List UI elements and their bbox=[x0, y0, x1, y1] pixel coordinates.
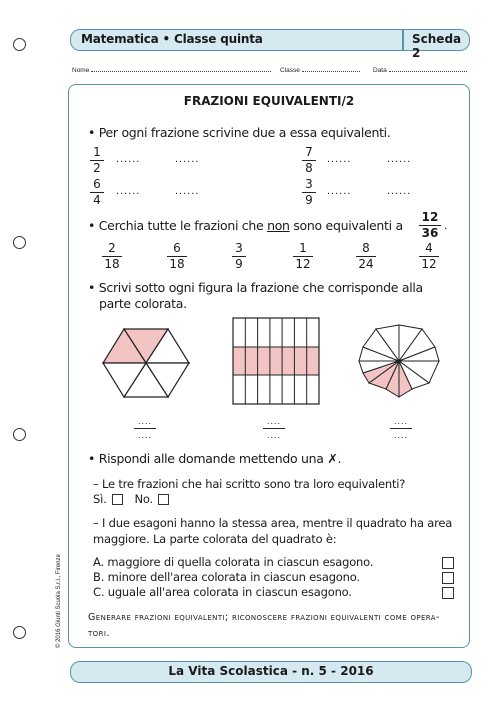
class-field[interactable] bbox=[280, 66, 360, 74]
copyright-credit: © 2016 Giunti Scuola S.r.l., Firenze bbox=[56, 554, 62, 648]
option-a-checkbox[interactable] bbox=[442, 557, 454, 569]
exercise-3-instruction-cont: parte colorata. bbox=[99, 296, 187, 311]
square-figure bbox=[232, 317, 320, 405]
no-checkbox[interactable] bbox=[158, 494, 169, 505]
date-field[interactable] bbox=[373, 66, 467, 74]
header-divider bbox=[402, 30, 404, 50]
header-bar bbox=[70, 29, 470, 60]
fraction-option[interactable]: 8 24 bbox=[356, 242, 376, 271]
yes-no-row bbox=[93, 492, 169, 506]
answer-blank[interactable]: ...... bbox=[175, 185, 200, 197]
option-b: B. minore dell'area colorata in ciascun esagono. bbox=[93, 570, 360, 584]
date-label: Data bbox=[373, 67, 387, 74]
binder-hole bbox=[13, 428, 26, 441]
fraction-option[interactable]: 1 12 bbox=[293, 242, 313, 271]
header-title: Matematica • Classe quinta bbox=[81, 32, 263, 46]
answer-blank[interactable]: ...... bbox=[387, 185, 412, 197]
binder-hole bbox=[13, 38, 26, 51]
answer-blank[interactable]: ...... bbox=[327, 153, 352, 165]
answer-blank[interactable]: ...... bbox=[116, 185, 141, 197]
no-label: No. bbox=[134, 492, 153, 506]
option-c: C. uguale all'area colorata in ciascun esagono. bbox=[93, 585, 352, 599]
fraction: 6 4 bbox=[90, 178, 104, 207]
fraction: 7 8 bbox=[302, 146, 316, 175]
option-c-checkbox[interactable] bbox=[442, 587, 454, 599]
fraction: 3 9 bbox=[302, 178, 316, 207]
question-2-line2: maggiore. La parte colorata del quadrato è: bbox=[93, 532, 337, 546]
learning-objective: Generare frazioni equivalenti; riconoscere frazioni equivalenti come opera- tori. bbox=[88, 612, 440, 639]
name-label: Nome bbox=[72, 67, 90, 74]
footer-bar bbox=[70, 661, 472, 683]
answer-blank[interactable]: ...... bbox=[387, 153, 412, 165]
question-2-line1: – I due esagoni hanno la stessa area, mentre il quadrato ha area bbox=[93, 516, 453, 530]
option-b-checkbox[interactable] bbox=[442, 572, 454, 584]
fraction-option[interactable]: 2 18 bbox=[102, 242, 122, 271]
figure-answer-left[interactable]: .... .... bbox=[130, 416, 160, 441]
hexagon-figure-right bbox=[354, 321, 444, 401]
binder-hole bbox=[13, 236, 26, 249]
target-fraction: 12 36 bbox=[419, 211, 441, 240]
exercise-4-instruction: • Rispondi alle domande mettendo una ✗. bbox=[88, 451, 342, 466]
name-field[interactable] bbox=[72, 66, 271, 74]
exercise-3-instruction: • Scrivi sotto ogni figura la frazione che corrisponde alla bbox=[88, 280, 423, 295]
page-title: FRAZIONI EQUIVALENTI/2 bbox=[183, 94, 355, 108]
yes-label: Sì. bbox=[93, 492, 107, 506]
class-label: Classe bbox=[280, 67, 300, 74]
exercise-card bbox=[68, 84, 470, 648]
sentence-period: . bbox=[444, 218, 448, 232]
question-1: – Le tre frazioni che hai scritto sono tra loro equivalenti? bbox=[93, 477, 406, 491]
hexagon-figure-left bbox=[101, 325, 191, 401]
fraction-option[interactable]: 3 9 bbox=[232, 242, 246, 271]
fraction-option[interactable]: 6 18 bbox=[167, 242, 187, 271]
fraction: 1 2 bbox=[90, 146, 104, 175]
yes-checkbox[interactable] bbox=[112, 494, 123, 505]
binder-hole bbox=[13, 626, 26, 639]
answer-blank[interactable]: ...... bbox=[327, 185, 352, 197]
exercise-2-instruction: • Cerchia tutte le frazioni che non sono equivalenti a bbox=[88, 218, 403, 233]
exercise-1-instruction: • Per ogni frazione scrivine due a essa equivalenti. bbox=[88, 125, 391, 140]
figure-answer-right[interactable]: .... .... bbox=[386, 416, 416, 441]
fraction-option[interactable]: 4 12 bbox=[419, 242, 439, 271]
footer-text: La Vita Scolastica - n. 5 - 2016 bbox=[168, 664, 374, 678]
option-a: A. maggiore di quella colorata in ciascun esagono. bbox=[93, 555, 374, 569]
answer-blank[interactable]: ...... bbox=[116, 153, 141, 165]
worksheet-number: Scheda 2 bbox=[412, 32, 462, 60]
answer-blank[interactable]: ...... bbox=[175, 153, 200, 165]
figure-answer-square[interactable]: .... .... bbox=[259, 416, 289, 441]
